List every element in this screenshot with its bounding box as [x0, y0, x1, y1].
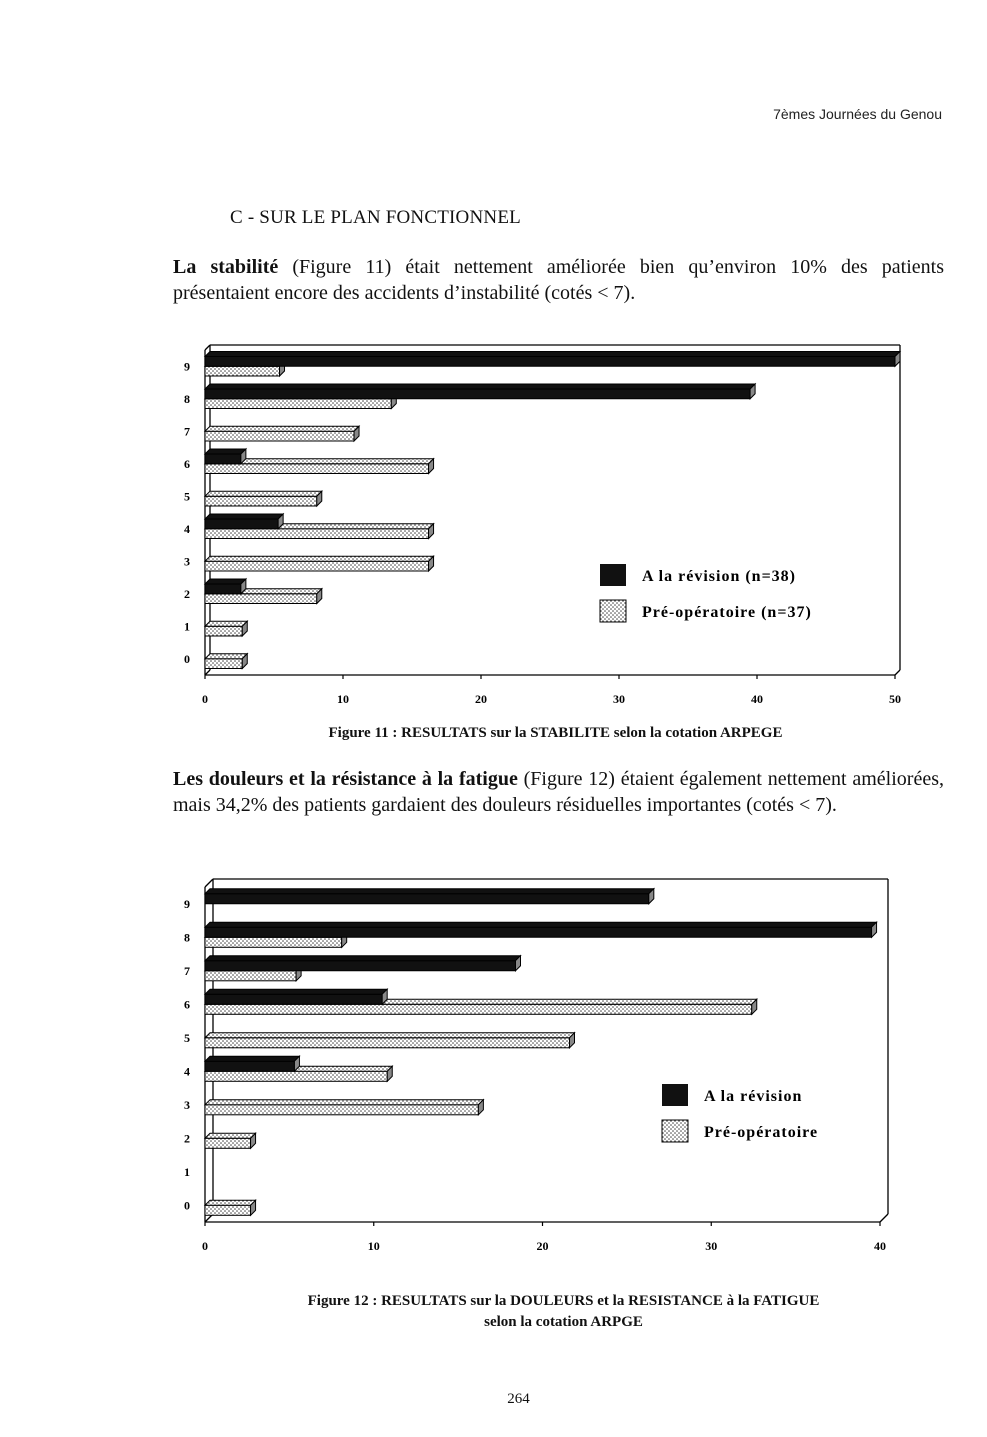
x-tick-label: 0 [202, 692, 208, 706]
y-tick-label: 5 [184, 489, 190, 504]
paragraph-pain [173, 766, 944, 818]
figure-12-caption-line2: selon la cotation ARPGE [484, 1314, 643, 1330]
bar-revision [205, 352, 900, 367]
legend-swatch-preop [600, 600, 626, 622]
y-tick-label: 4 [184, 1064, 190, 1079]
x-tick-label: 20 [536, 1239, 549, 1253]
figure-12-caption [70, 1291, 987, 1333]
page-number: 264 [507, 1391, 530, 1407]
y-tick-label: 1 [184, 1164, 190, 1179]
figure-12-caption-line1: Figure 12 : RESULTATS sur la DOULEURS et la RESISTANCE à la FATIGUE [307, 1293, 820, 1309]
x-tick-label: 10 [367, 1239, 380, 1253]
y-tick-label: 6 [184, 456, 190, 471]
y-tick-label: 1 [184, 619, 190, 634]
bar-revision [205, 449, 246, 464]
y-tick-label: 7 [184, 963, 190, 978]
x-tick-label: 0 [202, 1239, 208, 1253]
paragraph-stability [173, 254, 944, 306]
bar-preop [205, 556, 434, 571]
frame-corner [205, 879, 213, 887]
bar-revision [205, 384, 755, 399]
x-tick-label: 50 [889, 692, 901, 706]
bar-preop [205, 621, 247, 636]
y-tick-label: 3 [184, 554, 190, 569]
bar-revision [205, 889, 654, 904]
bar-preop [205, 491, 322, 506]
y-tick-label: 2 [184, 1131, 190, 1146]
y-tick-label: 5 [184, 1030, 190, 1045]
y-tick-label: 8 [184, 391, 190, 406]
legend-label-preop: Pré-opératoire (n=37) [642, 604, 812, 621]
bar-preop [205, 654, 247, 669]
x-tick-label: 10 [337, 692, 349, 706]
bar-revision [205, 1056, 299, 1071]
y-tick-label: 3 [184, 1097, 190, 1112]
y-tick-label: 9 [184, 896, 190, 911]
legend-label-preop: Pré-opératoire [704, 1124, 819, 1141]
x-tick-label: 30 [705, 1239, 718, 1253]
paragraph-text: (Figure 11) était nettement améliorée bien qu’environ 10% des patients présentaient encore des accidents d’instabilité (cotés < 7). [173, 256, 944, 304]
legend-swatch-preop [662, 1120, 688, 1142]
legend [662, 1084, 818, 1142]
bar-revision [205, 956, 521, 971]
bar-preop [205, 426, 359, 441]
frame-floor-left [205, 670, 210, 675]
legend-swatch-revision [662, 1084, 688, 1106]
bar-revision [205, 989, 387, 1004]
x-tick-label: 30 [613, 692, 625, 706]
bar-preop [205, 1033, 575, 1048]
y-tick-label: 2 [184, 586, 190, 601]
x-tick-label: 40 [751, 692, 763, 706]
y-tick-label: 4 [184, 521, 190, 536]
y-tick-label: 0 [184, 1198, 190, 1213]
frame-floor-right [895, 670, 900, 675]
bar-revision [205, 579, 246, 594]
chart-stability [160, 330, 920, 730]
legend-label-revision: A la révision (n=38) [642, 568, 797, 585]
frame-floor-right [880, 1214, 888, 1222]
bar-preop [205, 1133, 256, 1148]
y-tick-label: 7 [184, 424, 190, 439]
y-tick-label: 9 [184, 359, 190, 374]
paragraph-lead: La stabilité [173, 256, 279, 278]
x-tick-label: 40 [874, 1239, 886, 1253]
legend-label-revision: A la révision [704, 1088, 803, 1105]
frame-corner [205, 345, 210, 350]
legend [600, 564, 812, 622]
bar-revision [205, 514, 283, 529]
legend-swatch-revision [600, 564, 626, 586]
x-tick-label: 20 [475, 692, 487, 706]
paragraph-lead: Les douleurs et la résistance à la fatigue [173, 768, 518, 790]
bar-preop [205, 1100, 483, 1115]
bar-revision [205, 922, 877, 937]
y-tick-label: 0 [184, 651, 190, 666]
running-head: 7èmes Journées du Genou [773, 106, 942, 122]
paragraph-text: (Figure 12) étaient également nettement améliorées, mais 34,2% des patients gardaient des douleurs résiduelles importantes (cotés < 7). [173, 768, 944, 816]
y-tick-label: 6 [184, 997, 190, 1012]
bar-preop [205, 1200, 256, 1215]
chart-pain-fatigue [160, 870, 920, 1270]
y-tick-label: 8 [184, 930, 190, 945]
figure-11-caption: Figure 11 : RESULTATS sur la STABILITE selon la cotation ARPEGE [328, 725, 783, 741]
section-heading: C - SUR LE PLAN FONCTIONNEL [230, 207, 521, 228]
